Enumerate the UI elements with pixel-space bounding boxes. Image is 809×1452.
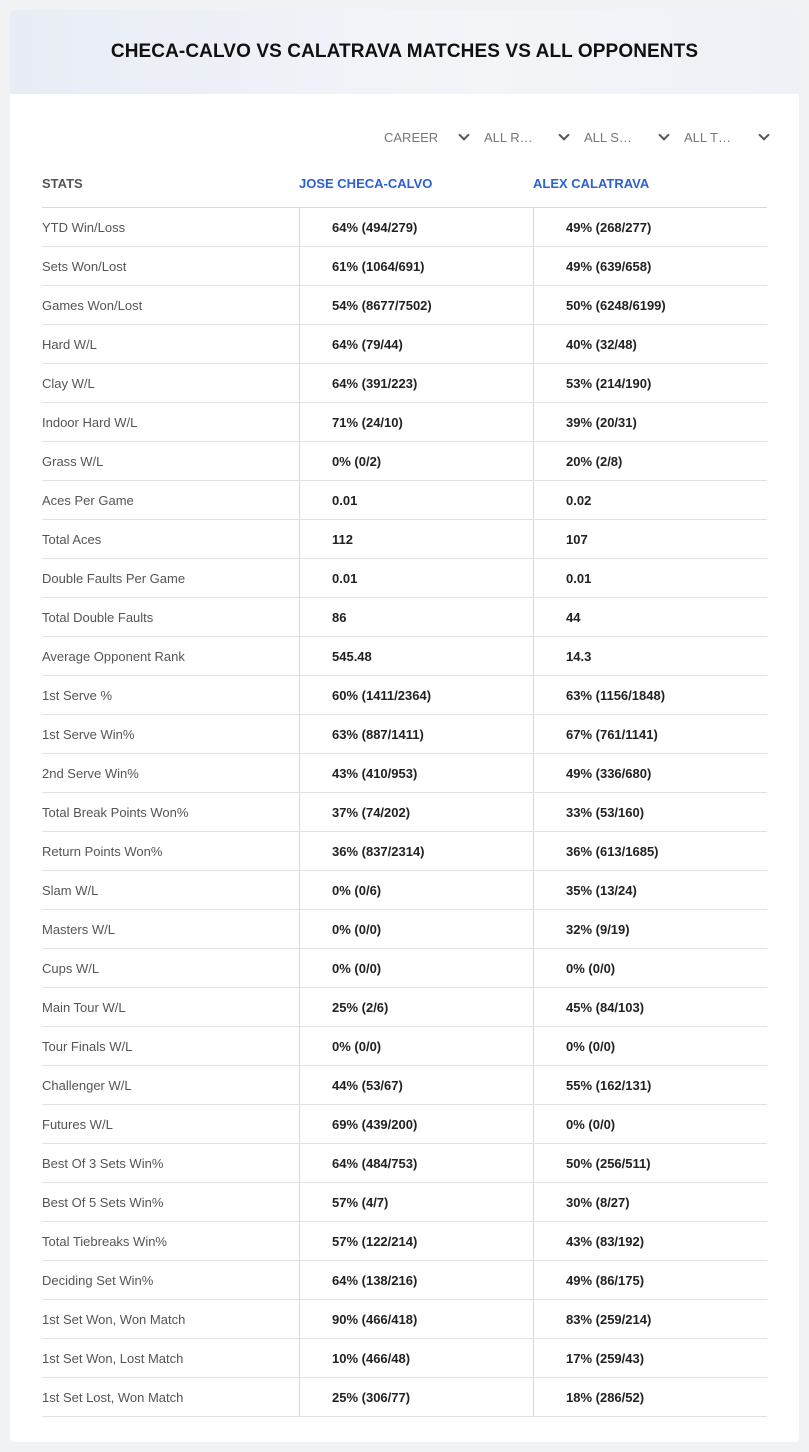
player2-value: 0.01 — [533, 559, 767, 597]
player1-value: 57% (4/7) — [299, 1183, 533, 1221]
stat-label: Games Won/Lost — [42, 297, 143, 313]
stat-label: Grass W/L — [42, 453, 104, 469]
stat-label: Sets Won/Lost — [42, 258, 127, 274]
chevron-down-icon — [558, 129, 569, 140]
player2-link[interactable]: ALEX CALATRAVA — [533, 176, 650, 191]
table-row — [42, 910, 767, 949]
player1-value: 71% (24/10) — [299, 403, 533, 441]
stat-label: Indoor Hard W/L — [42, 414, 138, 430]
player2-value: 63% (1156/1848) — [533, 676, 767, 714]
table-row — [42, 598, 767, 637]
page-title: CHECA-CALVO VS CALATRAVA MATCHES VS ALL OPPONENTS — [110, 41, 699, 62]
filter-period-select[interactable] — [374, 126, 474, 148]
player1-value: 64% (391/223) — [299, 364, 533, 402]
stat-label: 1st Serve % — [42, 687, 113, 703]
player1-value: 61% (1064/691) — [299, 247, 533, 285]
table-row — [42, 208, 767, 247]
stat-label: 2nd Serve Win% — [42, 765, 139, 781]
player2-value: 83% (259/214) — [533, 1300, 767, 1338]
chevron-down-icon — [758, 129, 769, 140]
table-row — [42, 1300, 767, 1339]
table-row — [42, 1183, 767, 1222]
table-row — [42, 1222, 767, 1261]
stat-label: 1st Set Won, Won Match — [42, 1311, 186, 1327]
table-row — [42, 832, 767, 871]
table-row — [42, 442, 767, 481]
stat-label: Challenger W/L — [42, 1077, 132, 1093]
player2-value: 49% (268/277) — [533, 208, 767, 246]
table-row — [42, 481, 767, 520]
player1-value: 0% (0/0) — [299, 910, 533, 948]
stat-label: Hard W/L — [42, 336, 97, 352]
player2-value: 35% (13/24) — [533, 871, 767, 909]
player1-value: 112 — [299, 520, 533, 558]
player2-value: 0% (0/0) — [533, 1027, 767, 1065]
player1-value: 0% (0/0) — [299, 949, 533, 987]
player1-value: 43% (410/953) — [299, 754, 533, 792]
stat-label: Clay W/L — [42, 375, 95, 391]
player2-value: 0% (0/0) — [533, 949, 767, 987]
stat-label: 1st Serve Win% — [42, 726, 135, 742]
table-row — [42, 1378, 767, 1417]
stat-label: Average Opponent Rank — [42, 648, 185, 664]
player2-value: 33% (53/160) — [533, 793, 767, 831]
filter-bar — [374, 126, 774, 148]
card-header — [10, 10, 799, 94]
player1-value: 64% (494/279) — [299, 208, 533, 246]
stat-label: Cups W/L — [42, 960, 100, 976]
player2-value: 17% (259/43) — [533, 1339, 767, 1377]
table-row — [42, 1144, 767, 1183]
stat-label: 1st Set Won, Lost Match — [42, 1350, 184, 1366]
player2-value: 45% (84/103) — [533, 988, 767, 1026]
player1-value: 54% (8677/7502) — [299, 286, 533, 324]
stats-column-header: STATS — [42, 176, 83, 191]
player2-value: 50% (6248/6199) — [533, 286, 767, 324]
table-row — [42, 559, 767, 598]
player1-value: 64% (138/216) — [299, 1261, 533, 1299]
player1-value: 37% (74/202) — [299, 793, 533, 831]
chevron-down-icon — [658, 129, 669, 140]
player1-value: 36% (837/2314) — [299, 832, 533, 870]
table-row — [42, 871, 767, 910]
player1-value: 0.01 — [299, 481, 533, 519]
player2-value: 14.3 — [533, 637, 767, 675]
table-row — [42, 247, 767, 286]
table-row — [42, 325, 767, 364]
stat-label: Total Aces — [42, 531, 102, 547]
stat-label: Masters W/L — [42, 921, 115, 937]
stat-label: Deciding Set Win% — [42, 1272, 154, 1288]
stat-label: Total Double Faults — [42, 609, 154, 625]
table-row — [42, 988, 767, 1027]
table-row — [42, 1066, 767, 1105]
player2-value: 49% (86/175) — [533, 1261, 767, 1299]
table-row — [42, 715, 767, 754]
table-row — [42, 793, 767, 832]
player2-value: 40% (32/48) — [533, 325, 767, 363]
player2-value: 49% (336/680) — [533, 754, 767, 792]
player1-value: 64% (79/44) — [299, 325, 533, 363]
stat-label: Best Of 3 Sets Win% — [42, 1155, 164, 1171]
player2-value: 20% (2/8) — [533, 442, 767, 480]
player1-value: 44% (53/67) — [299, 1066, 533, 1104]
player2-value: 30% (8/27) — [533, 1183, 767, 1221]
stat-label: YTD Win/Loss — [42, 219, 126, 235]
stats-card — [10, 10, 799, 1442]
player2-value: 32% (9/19) — [533, 910, 767, 948]
player1-value: 64% (484/753) — [299, 1144, 533, 1182]
stat-label: 1st Set Lost, Won Match — [42, 1389, 184, 1405]
table-row — [42, 1339, 767, 1378]
filter-rounds-select[interactable] — [474, 126, 574, 148]
filter-surface-label: ALL S… — [584, 129, 632, 145]
stats-table — [42, 160, 767, 1417]
player2-value: 0% (0/0) — [533, 1105, 767, 1143]
player2-value: 107 — [533, 520, 767, 558]
table-row — [42, 1261, 767, 1300]
table-row — [42, 286, 767, 325]
player1-value: 25% (2/6) — [299, 988, 533, 1026]
table-row — [42, 520, 767, 559]
player1-value: 0% (0/2) — [299, 442, 533, 480]
filter-tournament-select[interactable] — [674, 126, 774, 148]
player2-value: 43% (83/192) — [533, 1222, 767, 1260]
filter-rounds-label: ALL R… — [484, 129, 533, 145]
stat-label: Total Tiebreaks Win% — [42, 1233, 167, 1249]
player1-link[interactable]: JOSE CHECA-CALVO — [299, 176, 433, 191]
player1-value: 10% (466/48) — [299, 1339, 533, 1377]
player2-value: 49% (639/658) — [533, 247, 767, 285]
player2-value: 18% (286/52) — [533, 1378, 767, 1416]
table-header — [42, 160, 767, 208]
player1-value: 0% (0/0) — [299, 1027, 533, 1065]
player2-value: 39% (20/31) — [533, 403, 767, 441]
table-row — [42, 676, 767, 715]
table-row — [42, 637, 767, 676]
filter-period-label: CAREER — [384, 129, 439, 145]
player2-value: 53% (214/190) — [533, 364, 767, 402]
player1-value: 69% (439/200) — [299, 1105, 533, 1143]
table-row — [42, 364, 767, 403]
player1-value: 25% (306/77) — [299, 1378, 533, 1416]
table-row — [42, 1105, 767, 1144]
player1-value: 57% (122/214) — [299, 1222, 533, 1260]
table-row — [42, 754, 767, 793]
stat-label: Best Of 5 Sets Win% — [42, 1194, 164, 1210]
filter-tournament-label: ALL T… — [684, 129, 731, 145]
stat-label: Double Faults Per Game — [42, 570, 186, 586]
table-row — [42, 949, 767, 988]
table-body — [42, 208, 767, 1417]
stat-label: Return Points Won% — [42, 843, 163, 859]
player1-value: 86 — [299, 598, 533, 636]
player2-value: 67% (761/1141) — [533, 715, 767, 753]
stat-label: Futures W/L — [42, 1116, 113, 1132]
player2-value: 0.02 — [533, 481, 767, 519]
player1-value: 60% (1411/2364) — [299, 676, 533, 714]
player1-value: 90% (466/418) — [299, 1300, 533, 1338]
table-row — [42, 403, 767, 442]
player2-value: 50% (256/511) — [533, 1144, 767, 1182]
player2-value: 44 — [533, 598, 767, 636]
stat-label: Aces Per Game — [42, 492, 134, 508]
stat-label: Total Break Points Won% — [42, 804, 189, 820]
filter-surface-select[interactable] — [574, 126, 674, 148]
player1-value: 545.48 — [299, 637, 533, 675]
chevron-down-icon — [458, 129, 469, 140]
table-row — [42, 1027, 767, 1066]
player1-value: 0% (0/6) — [299, 871, 533, 909]
player1-value: 63% (887/1411) — [299, 715, 533, 753]
player2-value: 55% (162/131) — [533, 1066, 767, 1104]
player2-value: 36% (613/1685) — [533, 832, 767, 870]
player1-value: 0.01 — [299, 559, 533, 597]
stat-label: Tour Finals W/L — [42, 1038, 133, 1054]
stat-label: Slam W/L — [42, 882, 99, 898]
stat-label: Main Tour W/L — [42, 999, 126, 1015]
